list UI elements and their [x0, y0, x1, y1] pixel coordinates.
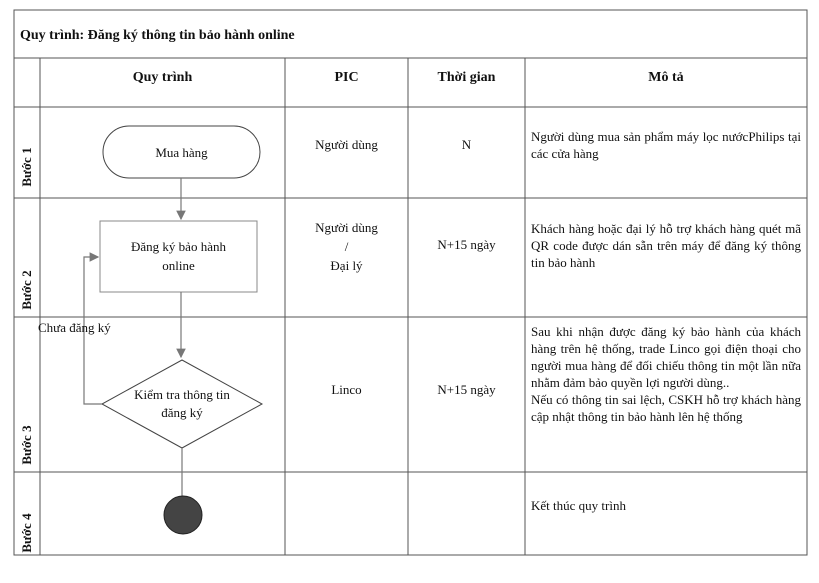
step3-description-p1: Sau khi nhận được đăng ký bảo hành của khách hàng trên hệ thống, trade Linco gọi điện thoại cho người mua hàng để đối chiếu thông tin một lần nữa nhằm đảm bảo quyền lợi người dùng..	[531, 324, 801, 390]
loop-label: Chưa đăng ký	[38, 320, 111, 335]
step2-pic-line3: Đại lý	[330, 258, 363, 273]
document-title: Quy trình: Đăng ký thông tin bảo hành online	[20, 28, 295, 43]
step3-pic: Linco	[331, 382, 362, 397]
header-process: Quy trình	[132, 70, 193, 85]
step-label-1: Bước 1	[19, 147, 34, 187]
step-label-3: Bước 3	[19, 425, 34, 465]
check-label-line1: Kiểm tra thông tin	[134, 387, 230, 402]
step-label-4: Bước 4	[19, 513, 34, 553]
step3-description	[531, 323, 801, 425]
register-label-line1: Đăng ký bảo hành	[131, 239, 226, 254]
step2-pic-line1: Người dùng	[315, 220, 378, 235]
header-pic: PIC	[334, 70, 359, 85]
step1-pic: Người dùng	[315, 137, 378, 152]
header-description: Mô tả	[648, 70, 684, 85]
step3-time: N+15 ngày	[437, 382, 496, 397]
step4-description: Kết thúc quy trình	[531, 498, 626, 513]
step2-description: Khách hàng hoặc đại lý hỗ trợ khách hàng quét mã QR code được dán sẵn trên máy để đăng ký thông tin bảo hành	[531, 221, 801, 270]
header-time: Thời gian	[437, 70, 496, 85]
step2-pic-line2: /	[344, 239, 349, 254]
check-label-line2: đăng ký	[161, 405, 203, 420]
step-label-2: Bước 2	[19, 270, 34, 310]
end-terminator	[164, 496, 202, 534]
register-label-line2: online	[162, 258, 195, 273]
start-label: Mua hàng	[155, 145, 208, 160]
step1-time: N	[461, 137, 472, 152]
step2-time: N+15 ngày	[437, 237, 496, 252]
step3-description-p2: Nếu có thông tin sai lệch, CSKH hỗ trợ khách hàng cập nhật thông tin bảo hành lên hệ thống	[531, 392, 801, 424]
step1-description: Người dùng mua sản phẩm máy lọc nướcPhilips tại các cửa hàng	[531, 129, 801, 161]
